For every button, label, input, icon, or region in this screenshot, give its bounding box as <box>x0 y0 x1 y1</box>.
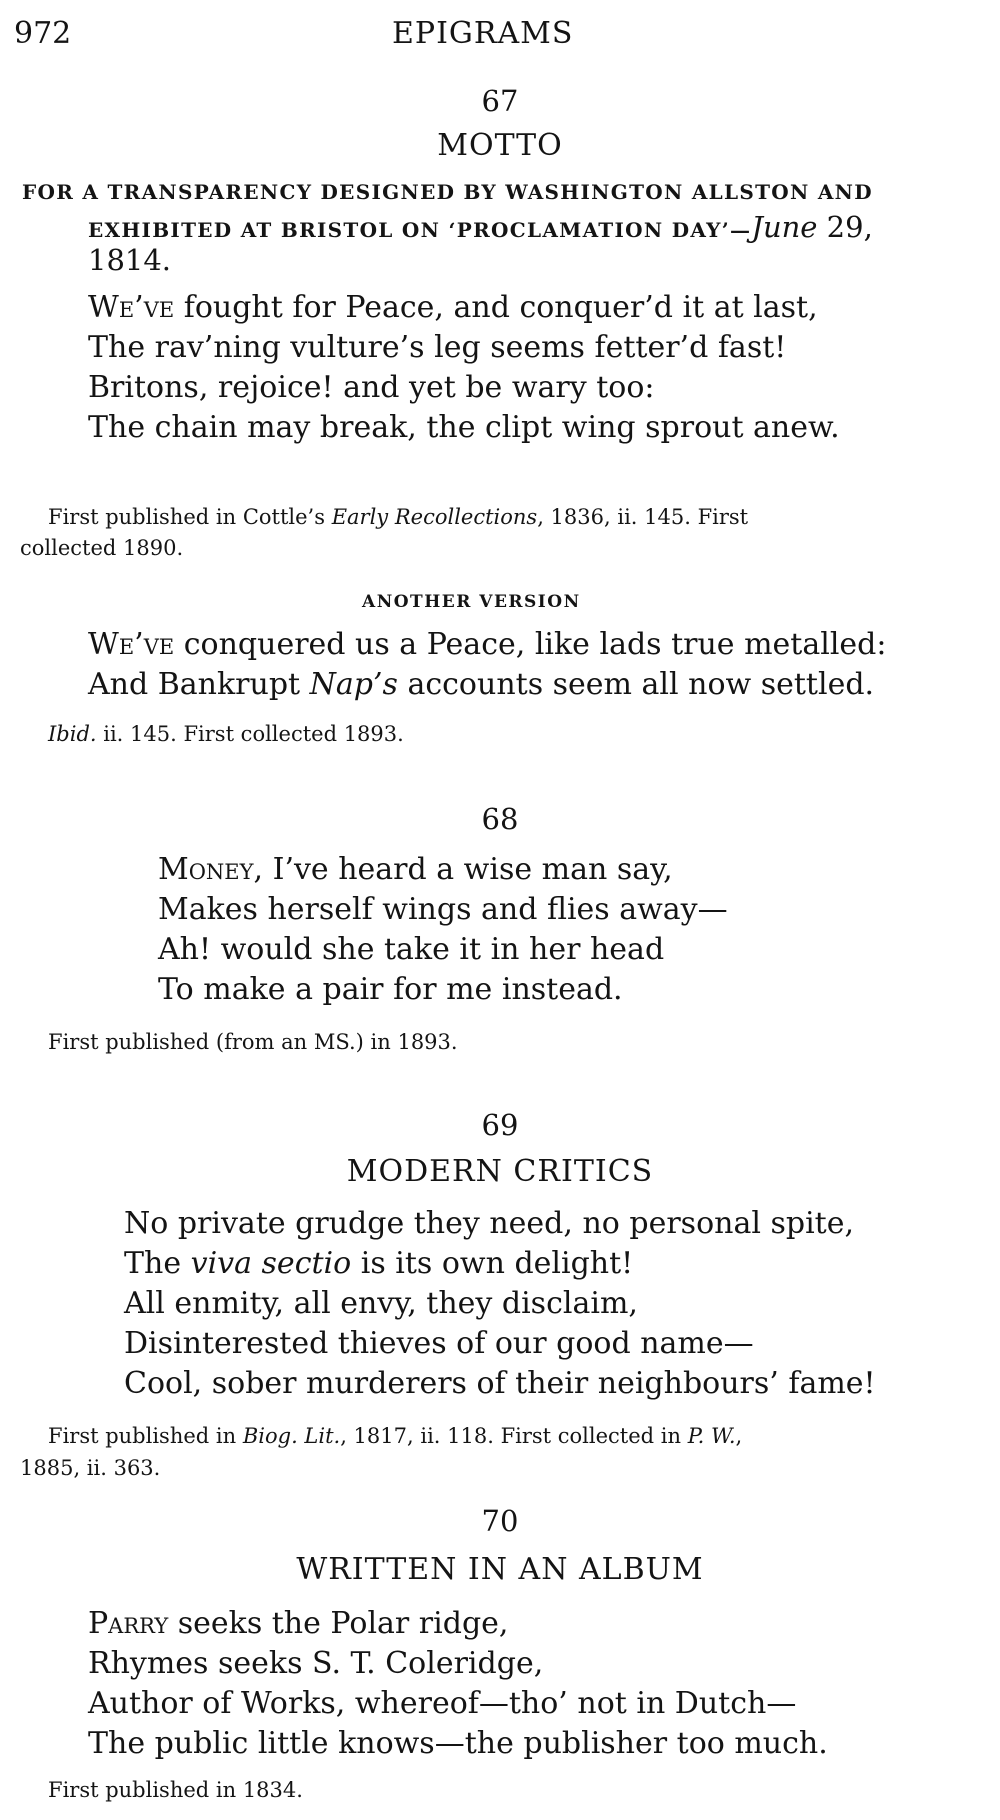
running-title: EPIGRAMS <box>392 16 574 51</box>
subtitle-caps: EXHIBITED AT BRISTOL ON ‘PROCLAMATION DAY’— <box>88 218 752 242</box>
verse-68 <box>158 850 728 1010</box>
another-version-note: Ibid. ii. 145. First collected 1893. <box>48 722 404 746</box>
verse-line: Parry seeks the Polar ridge, <box>88 1606 509 1641</box>
section-title-motto: MOTTO <box>437 128 563 163</box>
verse-line: Money, I’ve heard a wise man say, <box>158 852 673 887</box>
section-title-modern-critics: MODERN CRITICS <box>346 1154 654 1189</box>
section-number-67: 67 <box>481 84 519 118</box>
verse-line: To make a pair for me instead. <box>158 972 623 1007</box>
verse-70 <box>88 1604 828 1764</box>
section-title-written-in-an-album: WRITTEN IN AN ALBUM <box>296 1552 704 1587</box>
note-67-line-1: First published in Cottle’s Early Recollections, 1836, ii. 145. First <box>48 505 749 529</box>
section-number-69: 69 <box>481 1108 519 1142</box>
page-number: 972 <box>14 16 72 51</box>
verse-line: All enmity, all envy, they disclaim, <box>124 1286 638 1321</box>
note-69-line-1: First published in Biog. Lit., 1817, ii. 118. First collected in P. W., <box>48 1424 743 1448</box>
subtitle-end: 29, <box>817 210 873 244</box>
verse-line: The chain may break, the clipt wing sprout anew. <box>88 410 840 445</box>
section-number-70: 70 <box>481 1504 519 1538</box>
verse-line: The rav’ning vulture’s leg seems fetter’d fast! <box>88 330 787 365</box>
verse-line: The public little knows—the publisher too much. <box>88 1726 828 1761</box>
verse-67 <box>88 288 840 448</box>
verse-line: Disinterested thieves of our good name— <box>124 1326 754 1361</box>
verse-line: No private grudge they need, no personal spite, <box>124 1206 855 1241</box>
verse-line: Makes herself wings and flies away— <box>158 892 728 927</box>
verse-line: We’ve fought for Peace, and conquer’d it at last, <box>88 290 818 325</box>
subtitle-italic: June <box>751 210 818 244</box>
subtitle-line-2 <box>88 210 873 244</box>
verse-69 <box>124 1204 876 1404</box>
note-70: First published in 1834. <box>48 1778 303 1802</box>
verse-line: Rhymes seeks S. T. Coleridge, <box>88 1646 544 1681</box>
verse-line: And Bankrupt Nap’s accounts seem all now settled. <box>88 667 875 702</box>
verse-line: We’ve conquered us a Peace, like lads true metalled: <box>88 627 887 662</box>
another-version-heading: ANOTHER VERSION <box>362 592 581 612</box>
note-69-line-2: 1885, ii. 363. <box>20 1456 161 1480</box>
verse-line: Cool, sober murderers of their neighbours’ fame! <box>124 1366 876 1401</box>
verse-line: Ah! would she take it in her head <box>158 932 665 967</box>
note-67-line-2: collected 1890. <box>20 536 184 560</box>
subtitle-line-1: FOR A TRANSPARENCY DESIGNED BY WASHINGTON ALLSTON AND <box>22 180 873 204</box>
another-version-verse <box>88 625 887 705</box>
verse-line: Author of Works, whereof—tho’ not in Dutch— <box>88 1686 797 1721</box>
subtitle-line-3: 1814. <box>88 243 172 277</box>
verse-line: Britons, rejoice! and yet be wary too: <box>88 370 655 405</box>
section-number-68: 68 <box>481 802 519 836</box>
note-68: First published (from an MS.) in 1893. <box>48 1030 458 1054</box>
verse-line: The viva sectio is its own delight! <box>124 1246 634 1281</box>
